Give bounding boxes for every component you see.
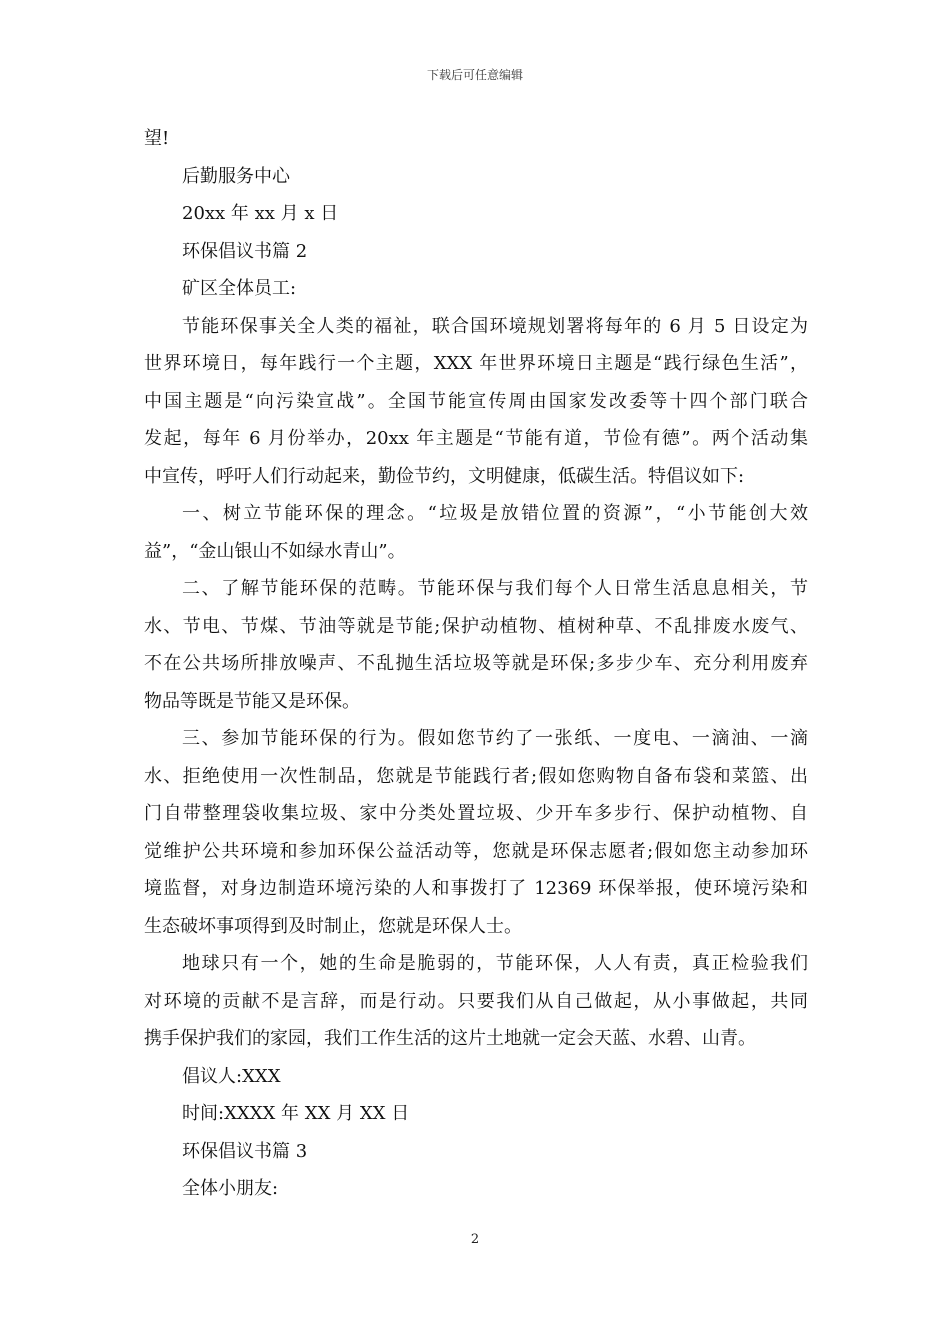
paragraph-line: 觉维护公共环境和参加环保公益活动等，您就是环保志愿者;假如您主动参加环 [144, 840, 808, 862]
text-line: 望! [144, 128, 170, 149]
document-body [144, 120, 808, 1208]
section-title: 环保倡议书篇 3 [182, 1140, 308, 1162]
paragraph-line: 世界环境日，每年践行一个主题，XXX 年世界环境日主题是“践行绿色生活”， [144, 353, 808, 374]
section-title: 环保倡议书篇 2 [182, 240, 308, 262]
paragraph-line: 地球只有一个，她的生命是脆弱的，节能环保，人人有责，真正检验我们 [182, 953, 808, 974]
paragraph-line: 物品等既是节能又是环保。 [144, 690, 360, 712]
paragraph-line: 中国主题是“向污染宣战”。全国节能宣传周由国家发改委等十四个部门联合 [144, 390, 808, 412]
paragraph-line: 益”，“金山银山不如绿水青山”。 [144, 540, 406, 562]
paragraph-line: 三、参加节能环保的行为。假如您节约了一张纸、一度电、一滴油、一滴 [182, 728, 808, 749]
paragraph-line: 对环境的贡献不是言辞，而是行动。只要我们从自己做起，从小事做起，共同 [144, 990, 808, 1012]
paragraph-line: 生态破坏事项得到及时制止，您就是环保人士。 [144, 915, 522, 937]
paragraph-line: 门自带整理袋收集垃圾、家中分类处置垃圾、少开车多步行、保护动植物、自 [144, 803, 808, 824]
signature-org: 后勤服务中心 [182, 165, 290, 187]
page-number: 2 [470, 1232, 480, 1247]
time-line: 时间:XXXX 年 XX 月 XX 日 [182, 1103, 410, 1124]
proposer-line: 倡议人:XXX [182, 1065, 281, 1087]
paragraph-line: 水、拒绝使用一次性制品，您就是节能践行者;假如您购物自备布袋和菜篮、出 [144, 765, 808, 787]
paragraph-line: 节能环保事关全人类的福祉，联合国环境规划署将每年的 6 月 5 日设定为 [182, 315, 808, 337]
paragraph-line: 中宣传，呼吁人们行动起来，勤俭节约，文明健康，低碳生活。特倡议如下: [144, 465, 745, 487]
salutation: 矿区全体员工: [182, 278, 297, 299]
page-header: 下载后可任意编辑 [426, 68, 523, 82]
paragraph-line: 携手保护我们的家园，我们工作生活的这片土地就一定会天蓝、水碧、山青。 [144, 1028, 756, 1049]
signature-date: 20xx 年 xx 月 x 日 [182, 203, 339, 224]
paragraph-line: 水、节电、节煤、节油等就是节能;保护动植物、植树种草、不乱排废水废气、 [144, 615, 808, 637]
paragraph-line: 境监督，对身边制造环境污染的人和事拨打了 12369 环保举报，使环境污染和 [144, 878, 808, 899]
paragraph-line: 发起，每年 6 月份举办，20xx 年主题是“节能有道，节俭有德”。两个活动集 [144, 428, 808, 449]
paragraph-line: 二、了解节能环保的范畴。节能环保与我们每个人日常生活息息相关，节 [182, 578, 808, 599]
paragraph-line: 不在公共场所排放噪声、不乱抛生活垃圾等就是环保;多步少车、充分利用废弃 [144, 653, 808, 674]
paragraph-line: 一、树立节能环保的理念。“垃圾是放错位置的资源”，“小节能创大效 [182, 503, 808, 524]
salutation: 全体小朋友: [182, 1178, 279, 1199]
